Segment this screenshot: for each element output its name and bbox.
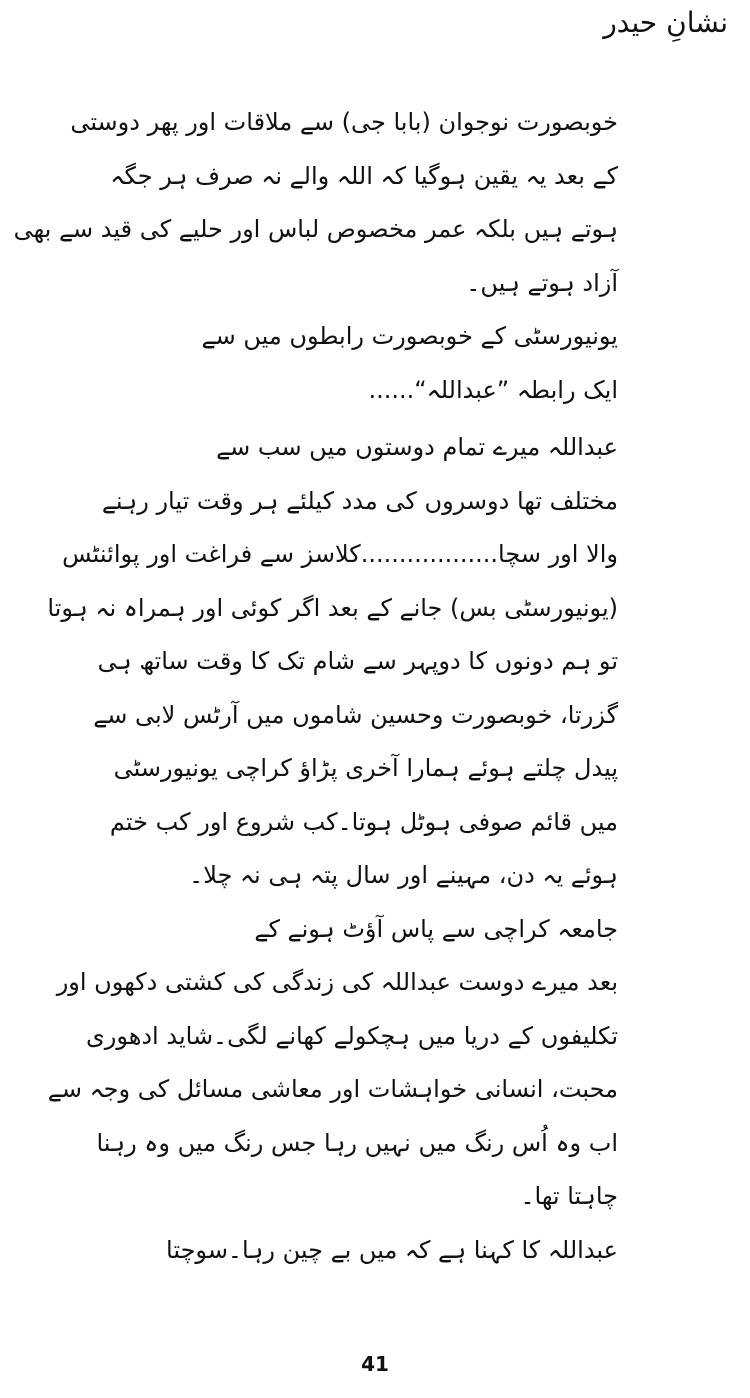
text-line: ایک رابطہ ”عبداللہ“...... bbox=[368, 375, 618, 404]
running-header: نشانِ حیدر bbox=[603, 6, 728, 39]
page-number: 41 bbox=[361, 1352, 389, 1376]
text-line: آزاد ہوتے ہیں۔ bbox=[466, 268, 618, 297]
text-line: یونیورسٹی کے خوبصورت رابطوں میں سے bbox=[201, 322, 618, 350]
text-line: والا اور سچا..................کلاسز سے فراغت اور پوائنٹس bbox=[62, 540, 618, 568]
body-text bbox=[13, 96, 618, 1277]
text-line: چاہتا تھا۔ bbox=[520, 1182, 618, 1210]
text-line: جامعہ کراچی سے پاس آؤٹ ہونے کے bbox=[254, 914, 618, 943]
text-line: عبداللہ کا کہنا ہے کہ میں بے چین رہا۔سوچتا bbox=[166, 1235, 618, 1264]
text-line: مختلف تھا دوسروں کی مدد کیلئے ہر وقت تیار رہنے bbox=[101, 486, 618, 515]
text-line: خوبصورت نوجوان (بابا جی) سے ملاقات اور پھر دوستی bbox=[70, 108, 618, 136]
text-line: عبداللہ میرے تمام دوستوں میں سب سے bbox=[216, 433, 618, 461]
text-line: پیدل چلتے ہوئے ہمارا آخری پڑاؤ کراچی یونیورسٹی bbox=[113, 754, 618, 782]
text-line: تکلیفوں کے دریا میں ہچکولے کھانے لگی۔شاید ادھوری bbox=[85, 1021, 618, 1050]
text-line: ہوتے ہیں بلکہ عمر مخصوص لباس اور حلیے کی قید سے بھی bbox=[13, 215, 618, 243]
text-line: اب وہ اُس رنگ میں نہیں رہا جس رنگ میں وہ رہنا bbox=[96, 1128, 618, 1157]
text-line: (یونیورسٹی بس) جانے کے بعد اگر کوئی اور ہمراہ نہ ہوتا bbox=[47, 593, 618, 622]
text-line: تو ہم دونوں کا دوپہر سے شام تک کا وقت ساتھ ہی bbox=[97, 647, 618, 675]
text-line: کے بعد یہ یقین ہوگیا کہ اللہ والے نہ صرف ہر جگہ bbox=[110, 161, 618, 190]
text-line: محبت، انسانی خواہشات اور معاشی مسائل کی وجہ سے bbox=[47, 1075, 618, 1103]
text-line: گزرتا، خوبصورت وحسین شاموں میں آرٹس لابی سے bbox=[93, 700, 618, 729]
text-line: بعد میرے دوست عبداللہ کی زندگی کی کشتی دکھوں اور bbox=[56, 968, 618, 996]
text-line: میں قائم صوفی ہوٹل ہوتا۔کب شروع اور کب ختم bbox=[109, 807, 618, 836]
text-line: ہوئے یہ دن، مہینے اور سال پتہ ہی نہ چلا۔ bbox=[189, 861, 618, 889]
